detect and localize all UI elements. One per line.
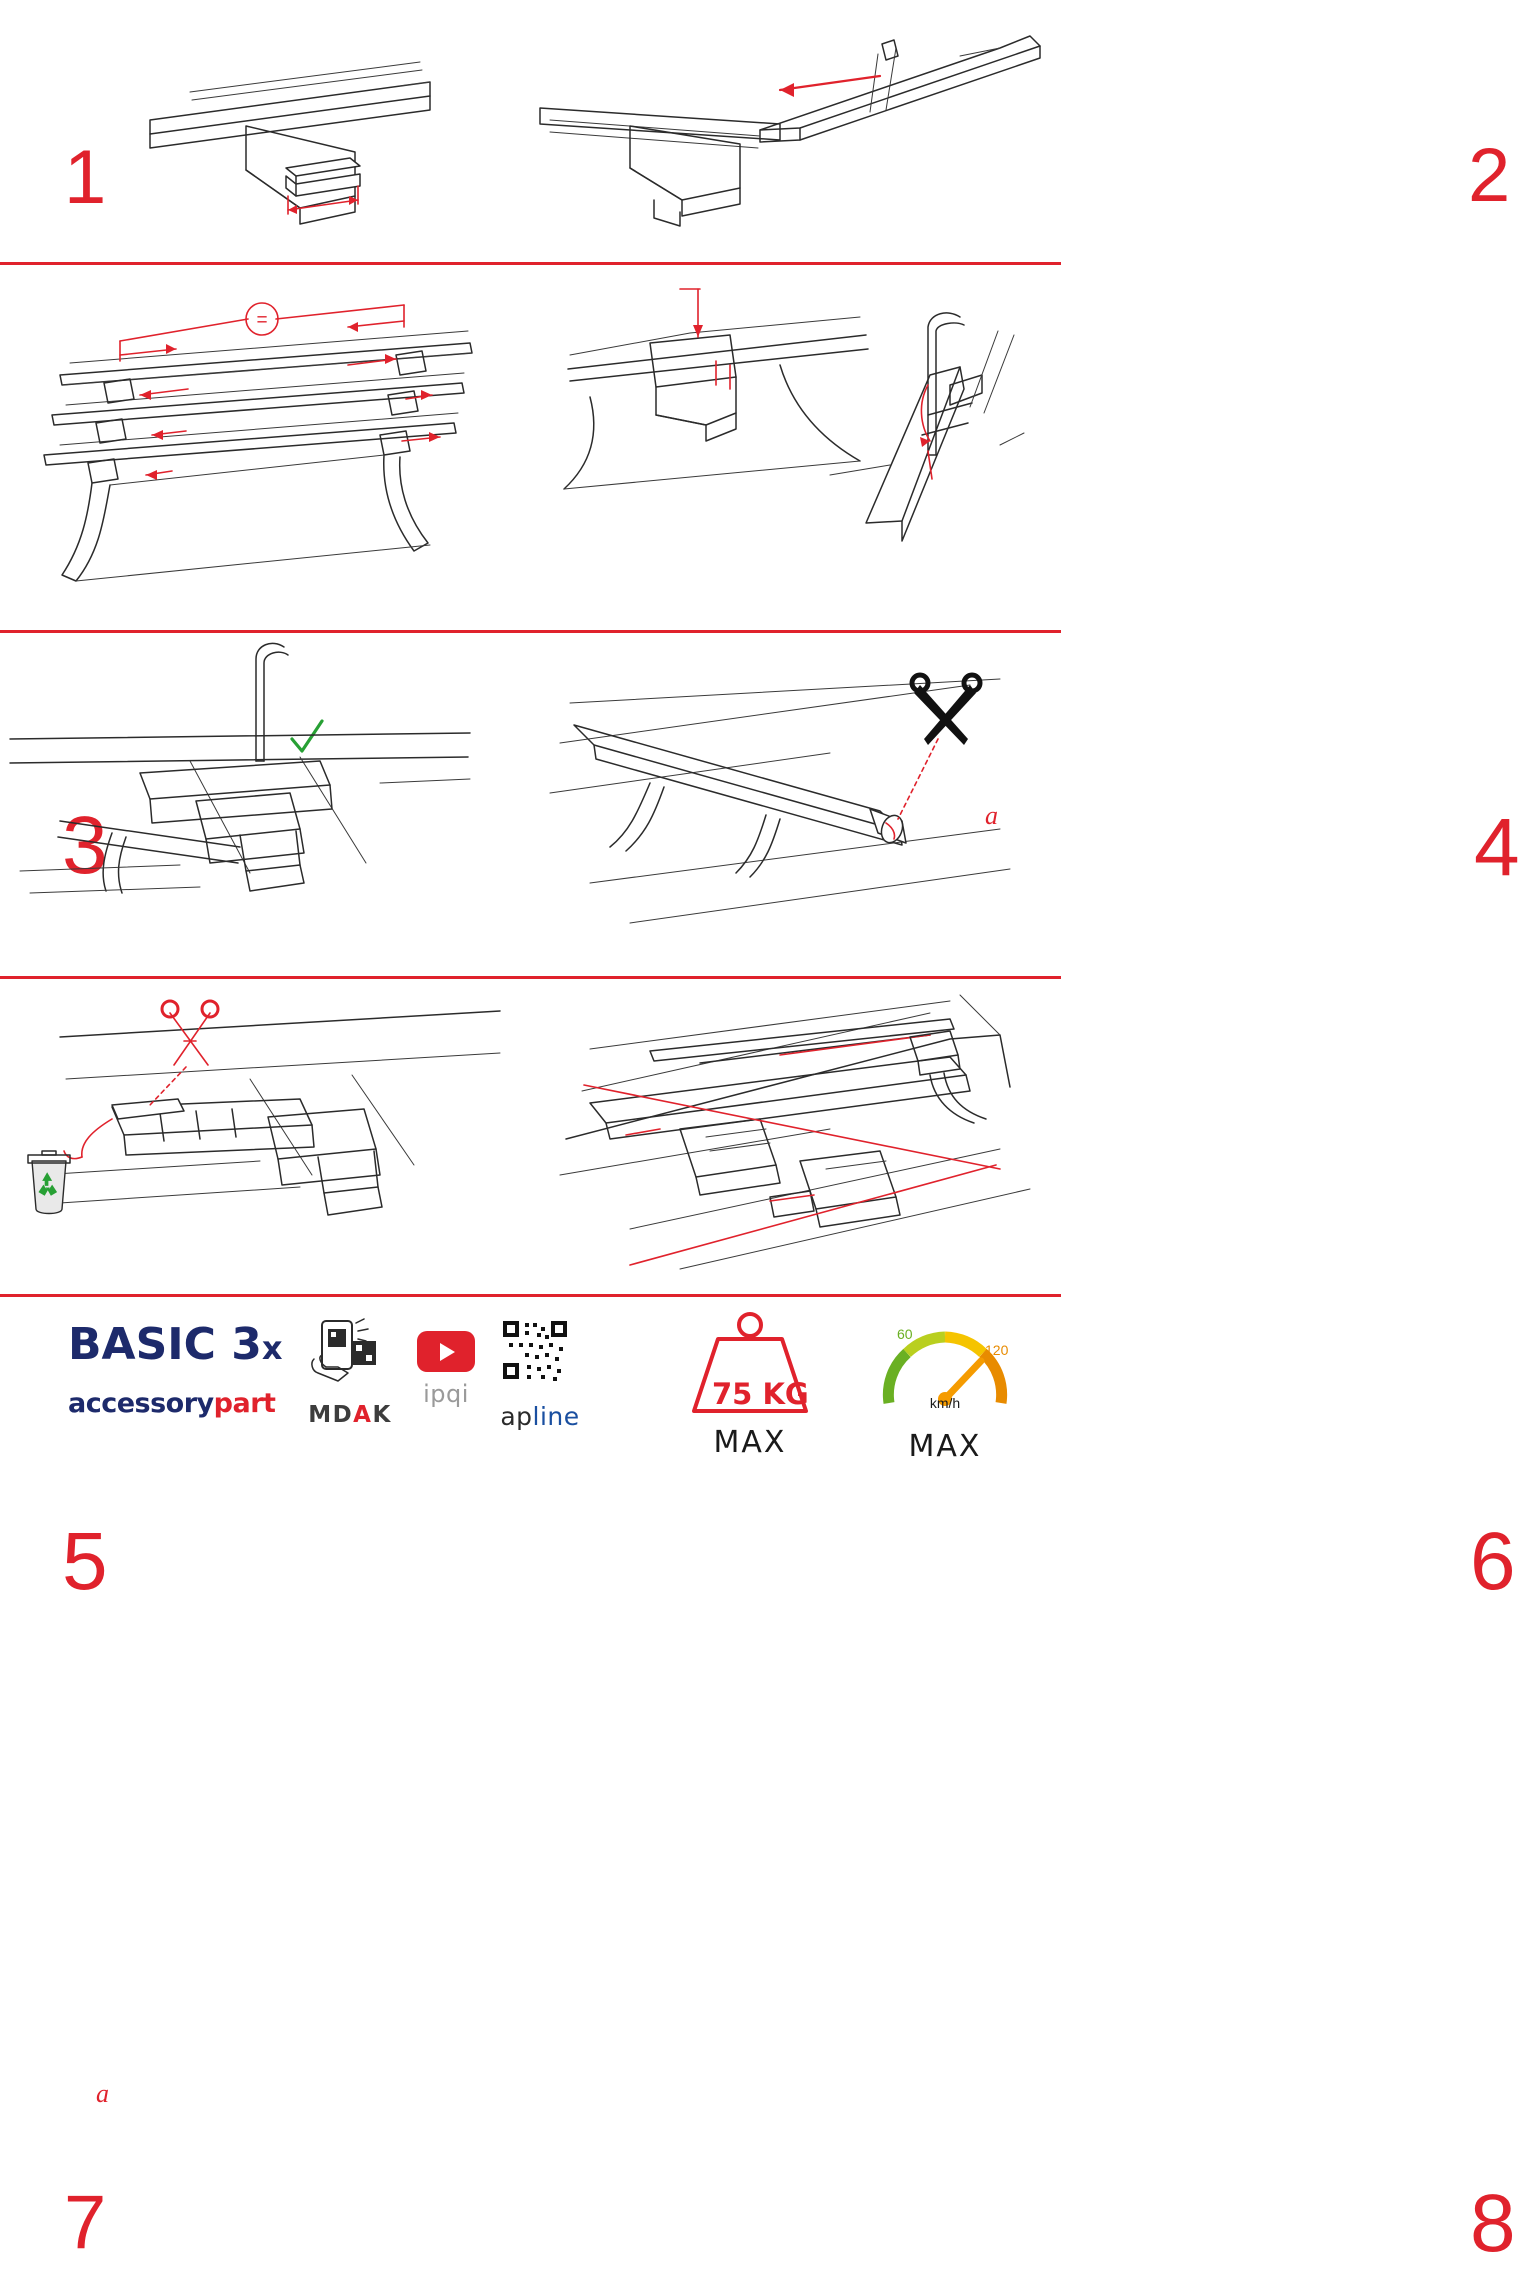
step-6-number: 6 <box>1470 1516 1515 1607</box>
step-panel-3 <box>0 265 530 891</box>
product-name <box>68 1319 283 1372</box>
logo-ipqi-caption: ipqi <box>423 1380 469 1408</box>
step-1-illustration <box>0 0 530 262</box>
step-6-illustration <box>530 633 1061 976</box>
product-name-suffix: x <box>261 1329 283 1367</box>
svg-text:60: 60 <box>897 1326 913 1342</box>
step-panel-1 <box>0 0 530 262</box>
step-8-illustration <box>530 979 1061 1294</box>
weight-max-caption: MAX <box>713 1425 787 1460</box>
step-8-number: 8 <box>1470 2178 1515 2269</box>
step-7-number: 7 <box>64 2180 106 2265</box>
apline-pre: ap <box>500 1402 533 1431</box>
step-panel-4 <box>530 265 1519 893</box>
speed-unit: km/h <box>929 1395 961 1411</box>
logo-mdak-caption <box>290 1402 410 1428</box>
svg-text:=: = <box>256 310 268 331</box>
speed-max-caption: MAX <box>908 1429 982 1464</box>
footer <box>0 1297 1061 1500</box>
mdak-accent: A <box>353 1402 373 1428</box>
label-strip-a-step7: a <box>96 2079 109 2108</box>
speed-limit <box>855 1307 1035 1464</box>
step-7-illustration <box>0 979 530 1294</box>
step-3-number: 3 <box>62 800 107 891</box>
step-1-number: 1 <box>64 135 106 220</box>
brand-block <box>68 1319 283 1419</box>
step-2-number: 2 <box>1468 133 1510 218</box>
youtube-play-icon <box>417 1331 475 1372</box>
company-name-first: accessory <box>68 1388 214 1419</box>
label-strip-a-step6: a <box>985 801 998 830</box>
step-5-number: 5 <box>62 1516 107 1607</box>
step-panel-2 <box>530 0 1510 262</box>
logo-apline-caption <box>480 1402 600 1431</box>
logo-mdak[interactable] <box>290 1319 410 1428</box>
step-3-illustration <box>0 265 530 630</box>
product-name-text: BASIC 3 <box>68 1319 262 1370</box>
step-4-illustration <box>530 265 1061 630</box>
company-name-second: part <box>213 1388 276 1419</box>
apline-accent: line <box>532 1402 580 1431</box>
step-5-illustration <box>0 633 530 976</box>
logo-apline[interactable] <box>480 1319 600 1431</box>
mdak-pre: MD <box>308 1402 354 1428</box>
weight-limit <box>660 1311 840 1460</box>
qr-code-icon <box>501 1319 579 1389</box>
mdak-post: K <box>372 1402 392 1428</box>
hand-phone-qr-icon <box>308 1319 392 1389</box>
step-4-number: 4 <box>1474 802 1519 893</box>
step-2-illustration <box>530 0 1061 262</box>
svg-text:120: 120 <box>985 1342 1009 1358</box>
weight-value: 75 KG <box>712 1377 809 1411</box>
company-name <box>68 1388 278 1419</box>
